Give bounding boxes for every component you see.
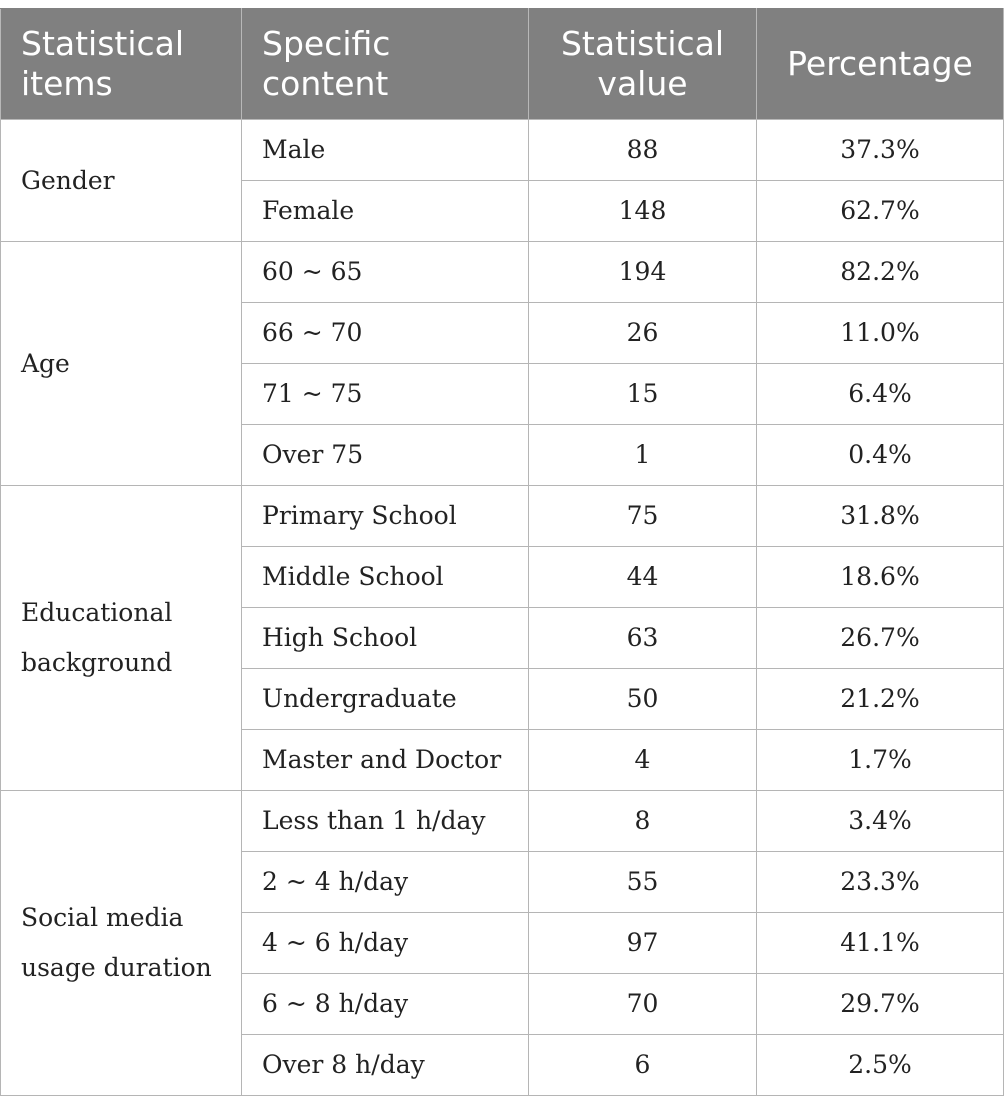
statistical-value-cell: 88 xyxy=(529,120,757,181)
table-header xyxy=(1,9,1004,120)
percentage-cell: 23.3% xyxy=(757,852,1004,913)
statistical-value-cell: 44 xyxy=(529,547,757,608)
specific-content-cell: Middle School xyxy=(242,547,529,608)
table-body xyxy=(1,120,1004,1096)
statistical-value-cell: 148 xyxy=(529,181,757,242)
specific-content-cell: 71 ~ 75 xyxy=(242,364,529,425)
statistical-value-cell: 97 xyxy=(529,913,757,974)
header-statistical-items: Statistical items xyxy=(1,9,242,120)
percentage-cell: 26.7% xyxy=(757,608,1004,669)
statistical-value-cell: 194 xyxy=(529,242,757,303)
statistical-value-cell: 55 xyxy=(529,852,757,913)
specific-content-cell: 66 ~ 70 xyxy=(242,303,529,364)
statistical-value-cell: 70 xyxy=(529,974,757,1035)
statistical-value-cell: 1 xyxy=(529,425,757,486)
specific-content-cell: Undergraduate xyxy=(242,669,529,730)
percentage-cell: 31.8% xyxy=(757,486,1004,547)
table-row xyxy=(1,120,1004,181)
specific-content-cell: Over 75 xyxy=(242,425,529,486)
specific-content-cell: Primary School xyxy=(242,486,529,547)
specific-content-cell: 60 ~ 65 xyxy=(242,242,529,303)
percentage-cell: 2.5% xyxy=(757,1035,1004,1096)
group-label: Social media usage duration xyxy=(1,791,242,1096)
statistical-value-cell: 63 xyxy=(529,608,757,669)
specific-content-cell: 6 ~ 8 h/day xyxy=(242,974,529,1035)
percentage-cell: 6.4% xyxy=(757,364,1004,425)
group-label: Age xyxy=(1,242,242,486)
group-label: Educational background xyxy=(1,486,242,791)
specific-content-cell: Over 8 h/day xyxy=(242,1035,529,1096)
percentage-cell: 62.7% xyxy=(757,181,1004,242)
percentage-cell: 18.6% xyxy=(757,547,1004,608)
percentage-cell: 41.1% xyxy=(757,913,1004,974)
statistical-value-cell: 6 xyxy=(529,1035,757,1096)
percentage-cell: 3.4% xyxy=(757,791,1004,852)
statistical-value-cell: 26 xyxy=(529,303,757,364)
statistical-value-cell: 50 xyxy=(529,669,757,730)
demographics-table xyxy=(0,8,1004,1096)
statistical-value-cell: 15 xyxy=(529,364,757,425)
header-row xyxy=(1,9,1004,120)
percentage-cell: 37.3% xyxy=(757,120,1004,181)
header-specific-content: Specific content xyxy=(242,9,529,120)
specific-content-cell: High School xyxy=(242,608,529,669)
header-statistical-value: Statistical value xyxy=(529,9,757,120)
statistical-value-cell: 75 xyxy=(529,486,757,547)
statistical-value-cell: 4 xyxy=(529,730,757,791)
table-row xyxy=(1,242,1004,303)
statistical-value-cell: 8 xyxy=(529,791,757,852)
percentage-cell: 29.7% xyxy=(757,974,1004,1035)
header-percentage: Percentage xyxy=(757,9,1004,120)
specific-content-cell: Less than 1 h/day xyxy=(242,791,529,852)
specific-content-cell: 4 ~ 6 h/day xyxy=(242,913,529,974)
percentage-cell: 82.2% xyxy=(757,242,1004,303)
table-row xyxy=(1,791,1004,852)
specific-content-cell: 2 ~ 4 h/day xyxy=(242,852,529,913)
group-label: Gender xyxy=(1,120,242,242)
percentage-cell: 0.4% xyxy=(757,425,1004,486)
specific-content-cell: Female xyxy=(242,181,529,242)
percentage-cell: 11.0% xyxy=(757,303,1004,364)
percentage-cell: 21.2% xyxy=(757,669,1004,730)
percentage-cell: 1.7% xyxy=(757,730,1004,791)
specific-content-cell: Master and Doctor xyxy=(242,730,529,791)
table-row xyxy=(1,486,1004,547)
specific-content-cell: Male xyxy=(242,120,529,181)
